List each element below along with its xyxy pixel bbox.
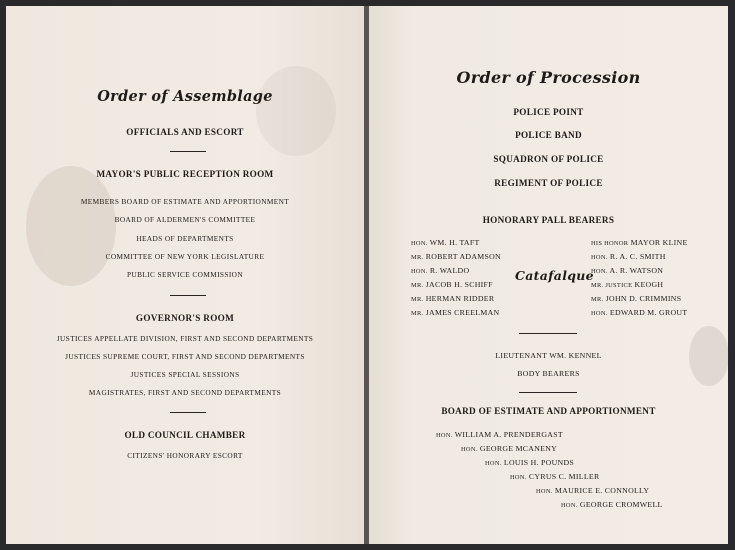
honorific: HON. [510, 474, 527, 481]
person-name: A. R. WATSON [609, 266, 664, 275]
board-heading: BOARD OF ESTIMATE AND APPORTIONMENT [441, 406, 656, 416]
person-name: JOHN D. CRIMMINS [605, 294, 682, 303]
paper-stain [26, 166, 116, 286]
divider [170, 295, 206, 296]
honorific: HON. [411, 268, 428, 275]
person-name: EDWARD M. GROUT [609, 308, 688, 317]
person-name: ROBERT ADAMSON [425, 252, 501, 261]
procession-title: Order of Procession [456, 68, 641, 87]
person-name: CYRUS C. MILLER [528, 472, 600, 481]
catafalque-label: Catafalque [515, 268, 594, 283]
paper-stain [256, 66, 336, 156]
section-heading-council-chamber: OLD COUNCIL CHAMBER [124, 430, 246, 440]
pall-bearer-right [591, 280, 663, 289]
person-name: KEOGH [634, 280, 664, 289]
list-item: COMMITTEE OF NEW YORK LEGISLATURE [105, 252, 265, 261]
pall-bearer-right [591, 294, 681, 303]
person-name: R. A. C. SMITH [609, 252, 666, 261]
honorific: HON. [591, 254, 608, 261]
divider [519, 392, 577, 393]
divider [519, 333, 577, 334]
board-member [510, 472, 599, 481]
honorific: HON. [411, 240, 428, 247]
list-item: PUBLIC SERVICE COMMISSION [126, 270, 244, 279]
pall-bearer-left [411, 266, 469, 275]
list-item: JUSTICES APPELLATE DIVISION, FIRST AND SECOND DEPARTMENTS [56, 334, 314, 343]
list-item: MEMBERS BOARD OF ESTIMATE AND APPORTIONMENT [80, 197, 290, 206]
honorific: HON. [536, 488, 553, 495]
pall-bearer-left [411, 294, 494, 303]
person-name: GEORGE CROMWELL [579, 500, 663, 509]
person-name: MAYOR KLINE [630, 238, 688, 247]
honorific: HON. [591, 268, 608, 275]
pall-bearer-right [591, 252, 666, 261]
honorific: MR. [591, 296, 604, 303]
board-member [436, 430, 563, 439]
list-item: JUSTICES SUPREME COURT, FIRST AND SECOND DEPARTMENTS [65, 352, 305, 361]
pall-bearers-heading: HONORARY PALL BEARERS [482, 215, 615, 225]
pall-bearer-left [411, 252, 501, 261]
board-member [536, 486, 649, 495]
section-heading-reception-room: MAYOR'S PUBLIC RECEPTION ROOM [96, 169, 274, 179]
person-name: LOUIS H. POUNDS [503, 458, 575, 467]
honorific: HON. [461, 446, 478, 453]
list-item: BOARD OF ALDERMEN'S COMMITTEE [114, 215, 256, 224]
person-name: GEORGE MCANENY [479, 444, 558, 453]
board-member [485, 458, 574, 467]
divider [170, 412, 206, 413]
honorific: MR. [411, 282, 424, 289]
pall-bearer-left [411, 280, 493, 289]
honorific: MR. JUSTICE [591, 282, 633, 289]
pall-bearer-right [591, 238, 688, 247]
honorific: MR. [411, 296, 424, 303]
honorific: MR. [411, 310, 424, 317]
list-item: MAGISTRATES, FIRST AND SECOND DEPARTMENTS [88, 388, 282, 397]
body-bearers-line: BODY BEARERS [517, 369, 580, 378]
lieutenant-line: LIEUTENANT WM. KENNEL [495, 351, 602, 360]
divider [170, 151, 206, 152]
list-item: CITIZENS' HONORARY ESCORT [127, 451, 243, 460]
person-name: WM. H. TAFT [429, 238, 480, 247]
procession-item: POLICE POINT [513, 107, 584, 117]
honorific: HON. [436, 432, 453, 439]
section-heading-governors-room: GOVERNOR'S ROOM [135, 313, 235, 323]
pall-bearer-left [411, 238, 480, 247]
honorific: HON. [591, 310, 608, 317]
procession-item: REGIMENT OF POLICE [494, 178, 603, 188]
assemblage-title: Order of Assemblage [97, 88, 273, 105]
list-item: JUSTICES SPECIAL SESSIONS [130, 370, 240, 379]
honorific: HON. [485, 460, 502, 467]
pall-bearer-left [411, 308, 499, 317]
list-item: HEADS OF DEPARTMENTS [136, 234, 234, 243]
honorific: HIS HONOR [591, 240, 629, 247]
board-member [561, 500, 663, 509]
right-page [369, 6, 728, 544]
procession-item: SQUADRON OF POLICE [493, 154, 604, 164]
person-name: JAMES CREELMAN [425, 308, 500, 317]
left-page [6, 6, 364, 544]
pall-bearer-right [591, 266, 663, 275]
board-member [461, 444, 557, 453]
honorific: MR. [411, 254, 424, 261]
honorific: HON. [561, 502, 578, 509]
person-name: R. WALDO [429, 266, 470, 275]
person-name: HERMAN RIDDER [425, 294, 495, 303]
section-heading-officials: OFFICIALS AND ESCORT [126, 127, 244, 137]
procession-item: POLICE BAND [515, 130, 582, 140]
pall-bearer-right [591, 308, 687, 317]
person-name: WILLIAM A. PRENDERGAST [454, 430, 563, 439]
person-name: JACOB H. SCHIFF [425, 280, 493, 289]
person-name: MAURICE E. CONNOLLY [554, 486, 650, 495]
